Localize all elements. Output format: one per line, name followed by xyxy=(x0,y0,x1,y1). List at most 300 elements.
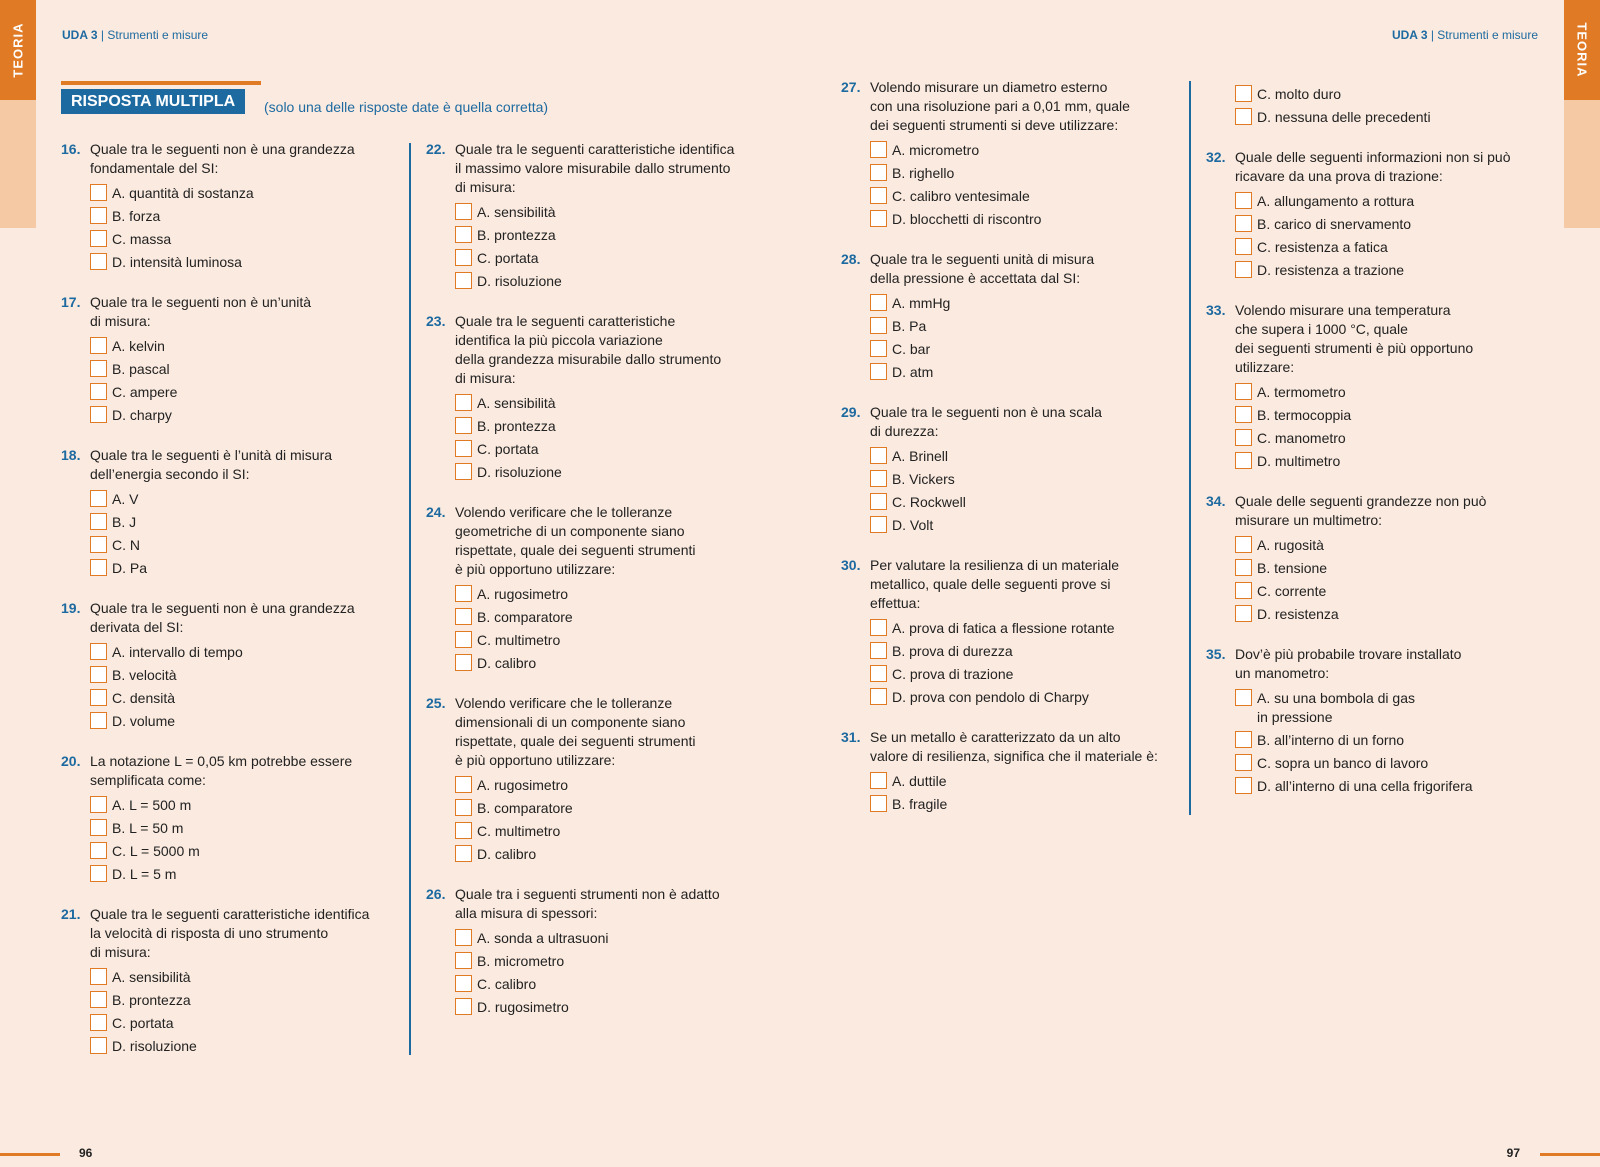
answer-label: A. duttile xyxy=(892,773,947,789)
answer-checkbox[interactable] xyxy=(870,340,887,357)
answer-option[interactable] xyxy=(1235,559,1546,578)
answer-option[interactable] xyxy=(90,643,401,662)
answer-label: A. mmHg xyxy=(892,295,951,311)
answer-checkbox[interactable] xyxy=(90,490,107,507)
answer-label: A. rugosimetro xyxy=(477,777,569,793)
answer-option[interactable] xyxy=(455,226,766,245)
answer-checkbox[interactable] xyxy=(1235,689,1252,706)
answer-checkbox[interactable] xyxy=(1235,754,1252,771)
section-banner xyxy=(61,81,261,114)
answer-checkbox[interactable] xyxy=(870,470,887,487)
question-number: 18. xyxy=(61,447,81,463)
answer-label: D. charpy xyxy=(112,407,172,423)
answer-option[interactable] xyxy=(870,665,1181,684)
question-text: Quale delle seguenti informazioni non si può ricavare da una prova di trazione: xyxy=(1235,149,1511,184)
answer-label: A. termometro xyxy=(1257,384,1346,400)
question-number: 32. xyxy=(1206,149,1226,165)
answer-option[interactable] xyxy=(455,998,766,1017)
answer-option[interactable] xyxy=(455,654,766,673)
answer-checkbox[interactable] xyxy=(455,249,472,266)
answer-checkbox[interactable] xyxy=(1235,238,1252,255)
answer-option[interactable] xyxy=(1235,383,1546,402)
question-header xyxy=(1206,301,1546,377)
question-column-1 xyxy=(61,140,401,1077)
page-number-left: 96 xyxy=(79,1146,93,1160)
answer-checkbox[interactable] xyxy=(90,383,107,400)
question-number: 20. xyxy=(61,753,81,769)
answer-checkbox[interactable] xyxy=(90,968,107,985)
answer-option[interactable] xyxy=(1235,536,1546,555)
question-header xyxy=(61,752,401,790)
answer-checkbox[interactable] xyxy=(1235,731,1252,748)
answer-label: B. velocità xyxy=(112,667,177,683)
answer-checkbox[interactable] xyxy=(870,141,887,158)
answer-label: C. N xyxy=(112,537,140,553)
answer-checkbox[interactable] xyxy=(870,317,887,334)
running-head-right xyxy=(1392,28,1538,42)
running-head-uda: UDA 3 xyxy=(1391,28,1428,42)
answer-option[interactable] xyxy=(1235,238,1546,257)
answer-checkbox[interactable] xyxy=(90,689,107,706)
question-number: 24. xyxy=(426,504,446,520)
answer-checkbox[interactable] xyxy=(90,712,107,729)
answer-checkbox[interactable] xyxy=(870,688,887,705)
answer-checkbox[interactable] xyxy=(1235,215,1252,232)
answer-checkbox[interactable] xyxy=(870,493,887,510)
answer-checkbox[interactable] xyxy=(870,187,887,204)
running-head-uda: UDA 3 xyxy=(62,28,98,42)
question-header xyxy=(1206,148,1546,186)
answer-option[interactable] xyxy=(455,203,766,222)
answer-label: B. prova di durezza xyxy=(892,643,1013,659)
answer-option[interactable] xyxy=(90,796,401,815)
answer-checkbox[interactable] xyxy=(870,642,887,659)
answer-checkbox[interactable] xyxy=(1235,452,1252,469)
answer-label: A. kelvin xyxy=(112,338,165,354)
answer-label: D. risoluzione xyxy=(477,273,562,289)
question-block xyxy=(61,446,401,578)
question-number: 26. xyxy=(426,886,446,902)
answer-label: C. corrente xyxy=(1257,583,1327,599)
answer-label: C. portata xyxy=(477,250,539,266)
answer-option[interactable] xyxy=(870,447,1181,466)
question-text: Volendo misurare una temperatura che supera i 1000 °C, quale dei seguenti strumenti è più opportuno utilizzare: xyxy=(1235,302,1474,375)
answer-option[interactable] xyxy=(90,184,401,203)
answer-label: A. L = 500 m xyxy=(112,797,192,813)
answer-option[interactable] xyxy=(455,799,766,818)
answer-label: B. all’interno di un forno xyxy=(1257,732,1405,748)
answer-option[interactable] xyxy=(90,207,401,226)
answer-checkbox[interactable] xyxy=(870,619,887,636)
answer-checkbox[interactable] xyxy=(90,360,107,377)
answer-label: B. micrometro xyxy=(477,953,565,969)
answer-checkbox[interactable] xyxy=(455,799,472,816)
question-block xyxy=(841,728,1181,814)
answer-option[interactable] xyxy=(1235,582,1546,601)
answer-checkbox[interactable] xyxy=(870,516,887,533)
answer-option[interactable] xyxy=(90,819,401,838)
question-header xyxy=(61,905,401,962)
answer-option[interactable] xyxy=(90,536,401,555)
answer-option[interactable] xyxy=(90,712,401,731)
answer-option[interactable] xyxy=(90,383,401,402)
question-text: Se un metallo è caratterizzato da un alto valore di resilienza, significa che il materiale è: xyxy=(870,729,1158,764)
answer-checkbox[interactable] xyxy=(90,865,107,882)
answer-checkbox[interactable] xyxy=(455,822,472,839)
answer-option[interactable] xyxy=(870,772,1181,791)
answer-label: A. V xyxy=(112,491,139,507)
question-number: 27. xyxy=(841,79,861,95)
answer-label: C. multimetro xyxy=(477,632,561,648)
question-number: 19. xyxy=(61,600,81,616)
answer-label: C. portata xyxy=(112,1015,174,1031)
answer-checkbox[interactable] xyxy=(455,952,472,969)
answer-checkbox[interactable] xyxy=(455,998,472,1015)
question-number: 23. xyxy=(426,313,446,329)
answer-checkbox[interactable] xyxy=(90,559,107,576)
question-number: 30. xyxy=(841,557,861,573)
answer-label: C. sopra un banco di lavoro xyxy=(1257,755,1429,771)
answer-option[interactable] xyxy=(90,490,401,509)
question-number: 28. xyxy=(841,251,861,267)
answer-checkbox[interactable] xyxy=(870,164,887,181)
answer-option[interactable] xyxy=(455,417,766,436)
question-block xyxy=(1206,148,1546,280)
answer-checkbox[interactable] xyxy=(90,513,107,530)
answer-option[interactable] xyxy=(455,440,766,459)
question-number: 35. xyxy=(1206,646,1226,662)
answer-option[interactable] xyxy=(870,363,1181,382)
answer-option[interactable] xyxy=(90,968,401,987)
answer-option[interactable] xyxy=(870,795,1181,814)
answer-option[interactable] xyxy=(1235,452,1546,471)
question-block xyxy=(1206,85,1546,127)
answer-checkbox[interactable] xyxy=(90,253,107,270)
answer-label: A. intervallo di tempo xyxy=(112,644,243,660)
question-text: Quale tra le seguenti non è una scala di durezza: xyxy=(870,404,1102,439)
answer-option[interactable] xyxy=(870,493,1181,512)
answer-option[interactable] xyxy=(1235,406,1546,425)
answer-checkbox[interactable] xyxy=(455,975,472,992)
answer-checkbox[interactable] xyxy=(90,184,107,201)
answer-option[interactable] xyxy=(90,360,401,379)
answer-option[interactable] xyxy=(455,394,766,413)
answer-checkbox[interactable] xyxy=(1235,261,1252,278)
answer-checkbox[interactable] xyxy=(1235,582,1252,599)
answer-label: B. comparatore xyxy=(477,800,573,816)
question-header xyxy=(426,694,766,770)
answer-checkbox[interactable] xyxy=(90,819,107,836)
answer-option[interactable] xyxy=(870,210,1181,229)
answer-option[interactable] xyxy=(870,470,1181,489)
footer-rule-left xyxy=(0,1153,60,1156)
answer-option[interactable] xyxy=(1235,605,1546,624)
answer-option[interactable] xyxy=(1235,754,1546,773)
answer-option[interactable] xyxy=(870,141,1181,160)
question-text: Per valutare la resilienza di un materiale metallico, quale delle seguenti prove si effettua: xyxy=(870,557,1120,611)
question-number: 21. xyxy=(61,906,81,922)
answer-option[interactable] xyxy=(455,585,766,604)
answer-label: B. comparatore xyxy=(477,609,573,625)
answer-checkbox[interactable] xyxy=(870,772,887,789)
answer-option[interactable] xyxy=(90,337,401,356)
answer-label: A. Brinell xyxy=(892,448,949,464)
question-block xyxy=(1206,492,1546,624)
question-header xyxy=(841,403,1181,441)
question-header xyxy=(841,556,1181,613)
footer-rule-right xyxy=(1540,1153,1600,1156)
answer-checkbox[interactable] xyxy=(870,210,887,227)
answer-label: B. termocoppia xyxy=(1257,407,1352,423)
answer-label: B. prontezza xyxy=(477,227,556,243)
answer-checkbox[interactable] xyxy=(1235,383,1252,400)
answer-option[interactable] xyxy=(455,845,766,864)
answer-checkbox[interactable] xyxy=(1235,429,1252,446)
answer-checkbox[interactable] xyxy=(90,406,107,423)
question-number: 17. xyxy=(61,294,81,310)
answer-option[interactable] xyxy=(870,688,1181,707)
question-header xyxy=(841,78,1181,135)
answer-label: D. volume xyxy=(112,713,176,729)
question-number: 34. xyxy=(1206,493,1226,509)
answer-checkbox[interactable] xyxy=(870,447,887,464)
answer-checkbox[interactable] xyxy=(1235,605,1252,622)
question-text: Quale tra i seguenti strumenti non è adatto alla misura di spessori: xyxy=(455,886,720,921)
answer-label: A. sensibilità xyxy=(477,395,556,411)
answer-option[interactable] xyxy=(90,230,401,249)
section-subtitle: (solo una delle risposte date è quella corretta) xyxy=(264,99,549,115)
answer-label: C. L = 5000 m xyxy=(112,843,200,859)
answer-checkbox[interactable] xyxy=(455,394,472,411)
answer-option[interactable] xyxy=(870,642,1181,661)
question-block xyxy=(61,905,401,1056)
question-block xyxy=(841,250,1181,382)
answer-checkbox[interactable] xyxy=(455,929,472,946)
question-text: Dov’è più probabile trovare installato un manometro: xyxy=(1235,646,1462,681)
answer-checkbox[interactable] xyxy=(1235,85,1252,102)
answer-option[interactable] xyxy=(90,991,401,1010)
answer-label: C. densità xyxy=(112,690,176,706)
answer-label: D. calibro xyxy=(477,655,537,671)
answer-checkbox[interactable] xyxy=(1235,406,1252,423)
question-header xyxy=(1206,645,1546,683)
question-block xyxy=(1206,301,1546,471)
answer-checkbox[interactable] xyxy=(1235,559,1252,576)
answer-checkbox[interactable] xyxy=(90,796,107,813)
answer-option[interactable] xyxy=(455,776,766,795)
question-text: Quale tra le seguenti caratteristiche identifica il massimo valore misurabile dallo strumento di misura: xyxy=(455,141,735,195)
question-block xyxy=(61,140,401,272)
answer-checkbox[interactable] xyxy=(1235,536,1252,553)
answer-label: C. calibro xyxy=(477,976,537,992)
answer-label: B. tensione xyxy=(1257,560,1328,576)
question-block xyxy=(841,403,1181,535)
running-head-separator: | xyxy=(97,28,108,42)
answer-option[interactable] xyxy=(455,608,766,627)
question-block xyxy=(61,293,401,425)
answer-label: D. resistenza xyxy=(1257,606,1339,622)
answer-option[interactable] xyxy=(1235,689,1546,727)
answer-option[interactable] xyxy=(90,1037,401,1056)
answer-label: D. risoluzione xyxy=(112,1038,197,1054)
question-header xyxy=(426,503,766,579)
running-head-left xyxy=(62,28,208,42)
answer-checkbox[interactable] xyxy=(870,363,887,380)
answer-label: A. micrometro xyxy=(892,142,980,158)
answer-label: B. prontezza xyxy=(477,418,556,434)
answer-label: B. fragile xyxy=(892,796,948,812)
question-text: Quale tra le seguenti non è una grandezza fondamentale del SI: xyxy=(90,141,355,176)
question-block xyxy=(426,503,766,673)
answer-label: B. prontezza xyxy=(112,992,191,1008)
question-block xyxy=(841,78,1181,229)
side-tab-label: TEORIA xyxy=(1574,22,1590,78)
question-block xyxy=(61,752,401,884)
question-number: 29. xyxy=(841,404,861,420)
answer-option[interactable] xyxy=(90,689,401,708)
answer-label: A. sonda a ultrasuoni xyxy=(477,930,609,946)
answer-checkbox[interactable] xyxy=(455,585,472,602)
question-block xyxy=(426,140,766,291)
answer-checkbox[interactable] xyxy=(90,842,107,859)
answer-label: A. sensibilità xyxy=(112,969,191,985)
answer-option[interactable] xyxy=(1235,261,1546,280)
answer-checkbox[interactable] xyxy=(455,608,472,625)
answer-option[interactable] xyxy=(90,842,401,861)
answer-option[interactable] xyxy=(1235,215,1546,234)
answer-checkbox[interactable] xyxy=(455,226,472,243)
answer-label: C. multimetro xyxy=(477,823,561,839)
answer-label: B. forza xyxy=(112,208,161,224)
answer-option[interactable] xyxy=(1235,192,1546,211)
question-header xyxy=(426,140,766,197)
answer-option[interactable] xyxy=(1235,108,1546,127)
answer-label: D. prova con pendolo di Charpy xyxy=(892,689,1089,705)
answer-label: C. massa xyxy=(112,231,172,247)
answer-label: D. risoluzione xyxy=(477,464,562,480)
question-header xyxy=(61,599,401,637)
question-number: 33. xyxy=(1206,302,1226,318)
answer-option[interactable] xyxy=(90,1014,401,1033)
answer-label: B. Pa xyxy=(892,318,927,334)
answer-label: B. righello xyxy=(892,165,955,181)
question-header xyxy=(61,293,401,331)
answer-checkbox[interactable] xyxy=(90,207,107,224)
answer-label: D. Volt xyxy=(892,517,934,533)
question-header xyxy=(61,140,401,178)
answer-option[interactable] xyxy=(90,559,401,578)
answer-checkbox[interactable] xyxy=(455,272,472,289)
answer-label: C. calibro ventesimale xyxy=(892,188,1030,204)
answer-checkbox[interactable] xyxy=(1235,192,1252,209)
question-block xyxy=(1206,645,1546,796)
answer-option[interactable] xyxy=(455,249,766,268)
answer-label: C. resistenza a fatica xyxy=(1257,239,1388,255)
answer-option[interactable] xyxy=(455,272,766,291)
answer-checkbox[interactable] xyxy=(455,440,472,457)
answer-label: C. bar xyxy=(892,341,931,357)
answer-checkbox[interactable] xyxy=(870,294,887,311)
answer-option[interactable] xyxy=(455,929,766,948)
answer-option[interactable] xyxy=(1235,731,1546,750)
answer-label: A. prova di fatica a flessione rotante xyxy=(892,620,1115,636)
answer-option[interactable] xyxy=(1235,429,1546,448)
question-number: 31. xyxy=(841,729,861,745)
answer-checkbox[interactable] xyxy=(90,643,107,660)
answer-checkbox[interactable] xyxy=(870,795,887,812)
answer-option[interactable] xyxy=(455,822,766,841)
question-text: Quale tra le seguenti unità di misura della pressione è accettata dal SI: xyxy=(870,251,1095,286)
answer-checkbox[interactable] xyxy=(455,463,472,480)
answer-option[interactable] xyxy=(90,513,401,532)
answer-option[interactable] xyxy=(90,865,401,884)
answer-option[interactable] xyxy=(90,666,401,685)
answer-checkbox[interactable] xyxy=(90,1037,107,1054)
answer-checkbox[interactable] xyxy=(455,417,472,434)
answer-option[interactable] xyxy=(455,952,766,971)
answer-checkbox[interactable] xyxy=(90,991,107,1008)
answer-option[interactable] xyxy=(870,187,1181,206)
answer-checkbox[interactable] xyxy=(455,776,472,793)
answer-option[interactable] xyxy=(870,516,1181,535)
answer-checkbox[interactable] xyxy=(870,665,887,682)
question-header xyxy=(426,312,766,388)
answer-checkbox[interactable] xyxy=(455,845,472,862)
answer-checkbox[interactable] xyxy=(90,230,107,247)
answer-option[interactable] xyxy=(455,631,766,650)
answer-checkbox[interactable] xyxy=(1235,777,1252,794)
answer-label: D. rugosimetro xyxy=(477,999,569,1015)
answer-checkbox[interactable] xyxy=(1235,108,1252,125)
answer-label: D. all’interno di una cella frigorifera xyxy=(1257,778,1473,794)
answer-checkbox[interactable] xyxy=(455,631,472,648)
answer-label: A. allungamento a rottura xyxy=(1257,193,1415,209)
section-title: RISPOSTA MULTIPLA xyxy=(61,89,245,114)
answer-option[interactable] xyxy=(1235,777,1546,796)
answer-label: A. rugosità xyxy=(1257,537,1324,553)
answer-checkbox[interactable] xyxy=(455,654,472,671)
answer-option[interactable] xyxy=(90,253,401,272)
answer-label: B. pascal xyxy=(112,361,170,377)
answer-option[interactable] xyxy=(870,317,1181,336)
answer-label: B. J xyxy=(112,514,137,530)
answer-label: A. sensibilità xyxy=(477,204,556,220)
answer-option[interactable] xyxy=(870,294,1181,313)
answer-label: A. su una bombola di gas in pressione xyxy=(1257,690,1415,725)
answer-checkbox[interactable] xyxy=(90,1014,107,1031)
answer-option[interactable] xyxy=(870,619,1181,638)
answer-checkbox[interactable] xyxy=(90,337,107,354)
answer-option[interactable] xyxy=(870,164,1181,183)
answer-checkbox[interactable] xyxy=(90,536,107,553)
answer-checkbox[interactable] xyxy=(455,203,472,220)
answer-checkbox[interactable] xyxy=(90,666,107,683)
answer-option[interactable] xyxy=(1235,85,1546,104)
answer-option[interactable] xyxy=(455,975,766,994)
answer-option[interactable] xyxy=(870,340,1181,359)
answer-label: C. molto duro xyxy=(1257,86,1342,102)
running-head-title: Strumenti e misure xyxy=(107,28,209,42)
running-head-separator: | xyxy=(1427,28,1438,42)
answer-label: D. resistenza a trazione xyxy=(1257,262,1405,278)
answer-label: D. multimetro xyxy=(1257,453,1341,469)
question-block xyxy=(841,556,1181,707)
answer-option[interactable] xyxy=(455,463,766,482)
question-text: Quale tra le seguenti non è un’unità di misura: xyxy=(90,294,312,329)
answer-label: C. manometro xyxy=(1257,430,1346,446)
question-column-2 xyxy=(426,140,766,1038)
answer-option[interactable] xyxy=(90,406,401,425)
